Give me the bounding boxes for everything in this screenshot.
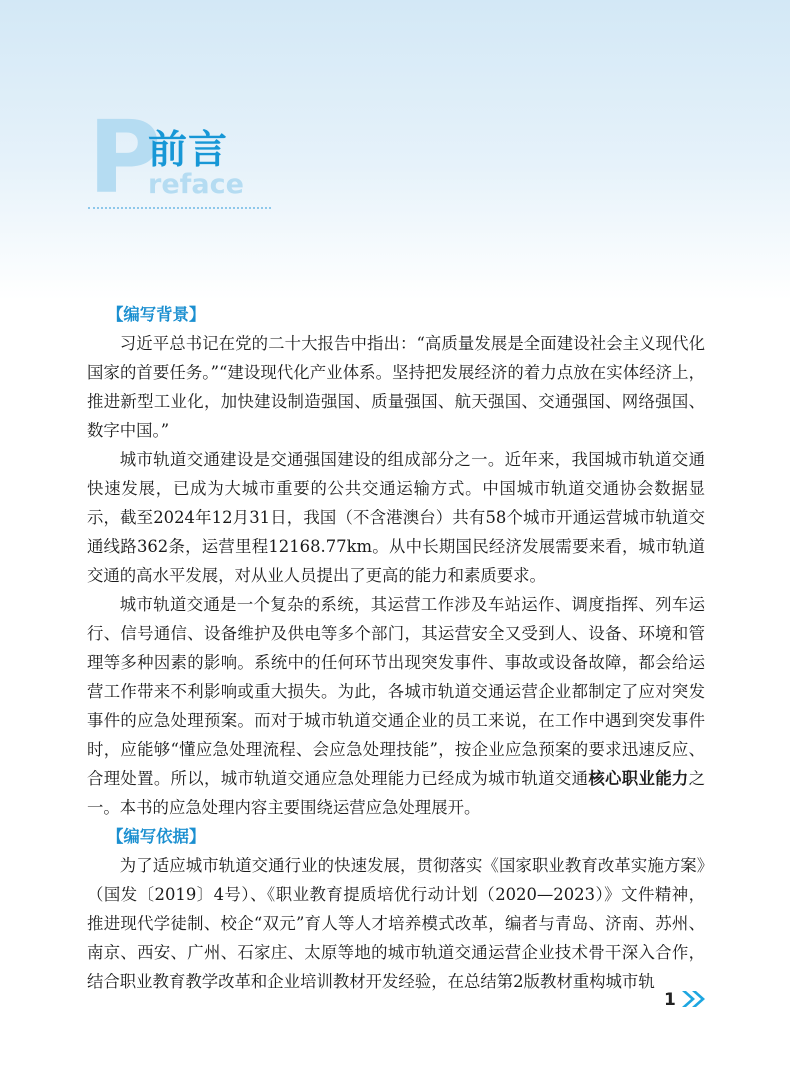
emphasis-text: 核心职业能力 <box>588 769 689 788</box>
title-divider <box>88 207 271 209</box>
page-number: 1 <box>664 990 676 1010</box>
paragraph: 为了适应城市轨道交通行业的快速发展，贯彻落实《国家职业教育改革实施方案》（国发〔2019〕4号）、《职业教育提质培优行动计划（2020—2023）》文件精神，推进现代学徒制、校企“双元”育人等人才培养模式改革，编者与青岛、济南、苏州、南京、西安、广州、石家庄、太原等地的城市轨道交通运营企业技术骨干深入合作，结合职业教育教学改革和企业培训教材开发经验，在总结第2版教材重构城市轨 <box>87 856 705 991</box>
paragraph-text: 城市轨道交通是一个复杂的系统，其运营工作涉及车站运作、调度指挥、列车运行、信号通信、设备维护及供电等多个部门，其运营安全又受到人、设备、环境和管理等多种因素的影响。系统中的任何环节出现突发事件、事故或设备故障，都会给运营工作带来不利影响或重大损失。为此，各城市轨道交通运营企业都制定了应对突发事件的应急处理预案。而对于城市轨道交通企业的员工来说，在工作中遇到突发事件时，应能够“懂应急处理流程、会应急处理技能”，按企业应急预案的要求迅速反应、合理处置。所以，城市轨道交通应急处理能力已经成为城市轨道交通 <box>87 595 705 788</box>
page-subtitle-en: reface <box>148 169 244 200</box>
paragraph: 城市轨道交通建设是交通强国建设的组成部分之一。近年来，我国城市轨道交通快速发展，已成为大城市重要的公共交通运输方式。中国城市轨道交通协会数据显示，截至2024年12月31日，我国（不含港澳台）共有58个城市开通运营城市轨道交通线路362条，运营里程12168.77km。从中长期国民经济发展需要来看，城市轨道交通的高水平发展，对从业人员提出了更高的能力和素质要求。 <box>87 450 705 585</box>
paragraph-text: 之一。本书的应急处理内容主要围绕运营应急处理展开。 <box>87 769 706 817</box>
preface-initial: P <box>88 99 162 216</box>
preface-logo <box>88 99 288 217</box>
section-heading: 【编写依据】 <box>107 827 206 846</box>
double-chevron-right-icon <box>680 989 708 1009</box>
body-text <box>87 300 705 996</box>
page-title: 前言 <box>148 128 229 173</box>
paragraph <box>87 590 705 822</box>
section-heading: 【编写背景】 <box>107 305 206 324</box>
paragraph: 习近平总书记在党的二十大报告中指出：“高质量发展是全面建设社会主义现代化国家的首要任务。”“建设现代化产业体系。坚持把发展经济的着力点放在实体经济上，推进新型工业化，加快建设制造强国、质量强国、航天强国、交通强国、网络强国、数字中国。” <box>87 334 705 440</box>
